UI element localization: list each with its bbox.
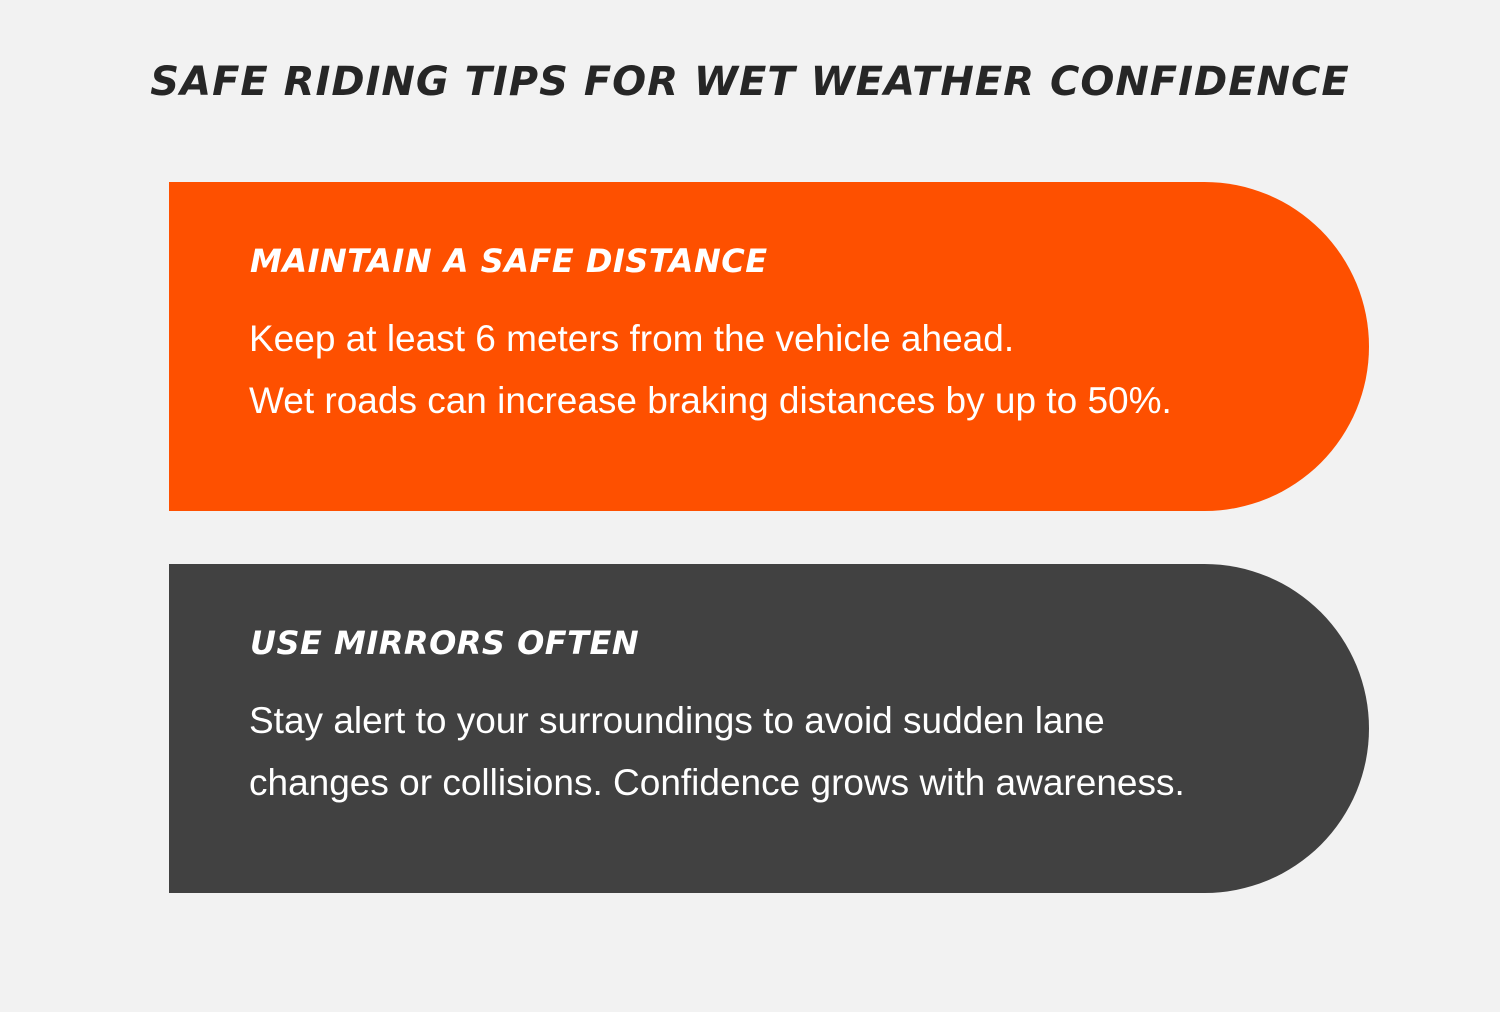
tip-body (249, 308, 1309, 432)
tip-body-line: changes or collisions. Confidence grows with awareness. (249, 762, 1185, 803)
tip-body-line: Keep at least 6 meters from the vehicle ahead. (249, 318, 1015, 359)
tip-card-use-mirrors (169, 564, 1369, 893)
tip-body-line: Stay alert to your surroundings to avoid sudden lane (249, 700, 1105, 741)
tip-card-safe-distance (169, 182, 1369, 511)
tip-heading: MAINTAIN A SAFE DISTANCE (250, 242, 768, 280)
tip-body-line: Wet roads can increase braking distances by up to 50%. (249, 380, 1172, 421)
page-title: SAFE RIDING TIPS FOR WET WEATHER CONFIDENCE (150, 59, 1350, 105)
tip-body (249, 690, 1309, 814)
tip-heading: USE MIRRORS OFTEN (250, 624, 640, 662)
